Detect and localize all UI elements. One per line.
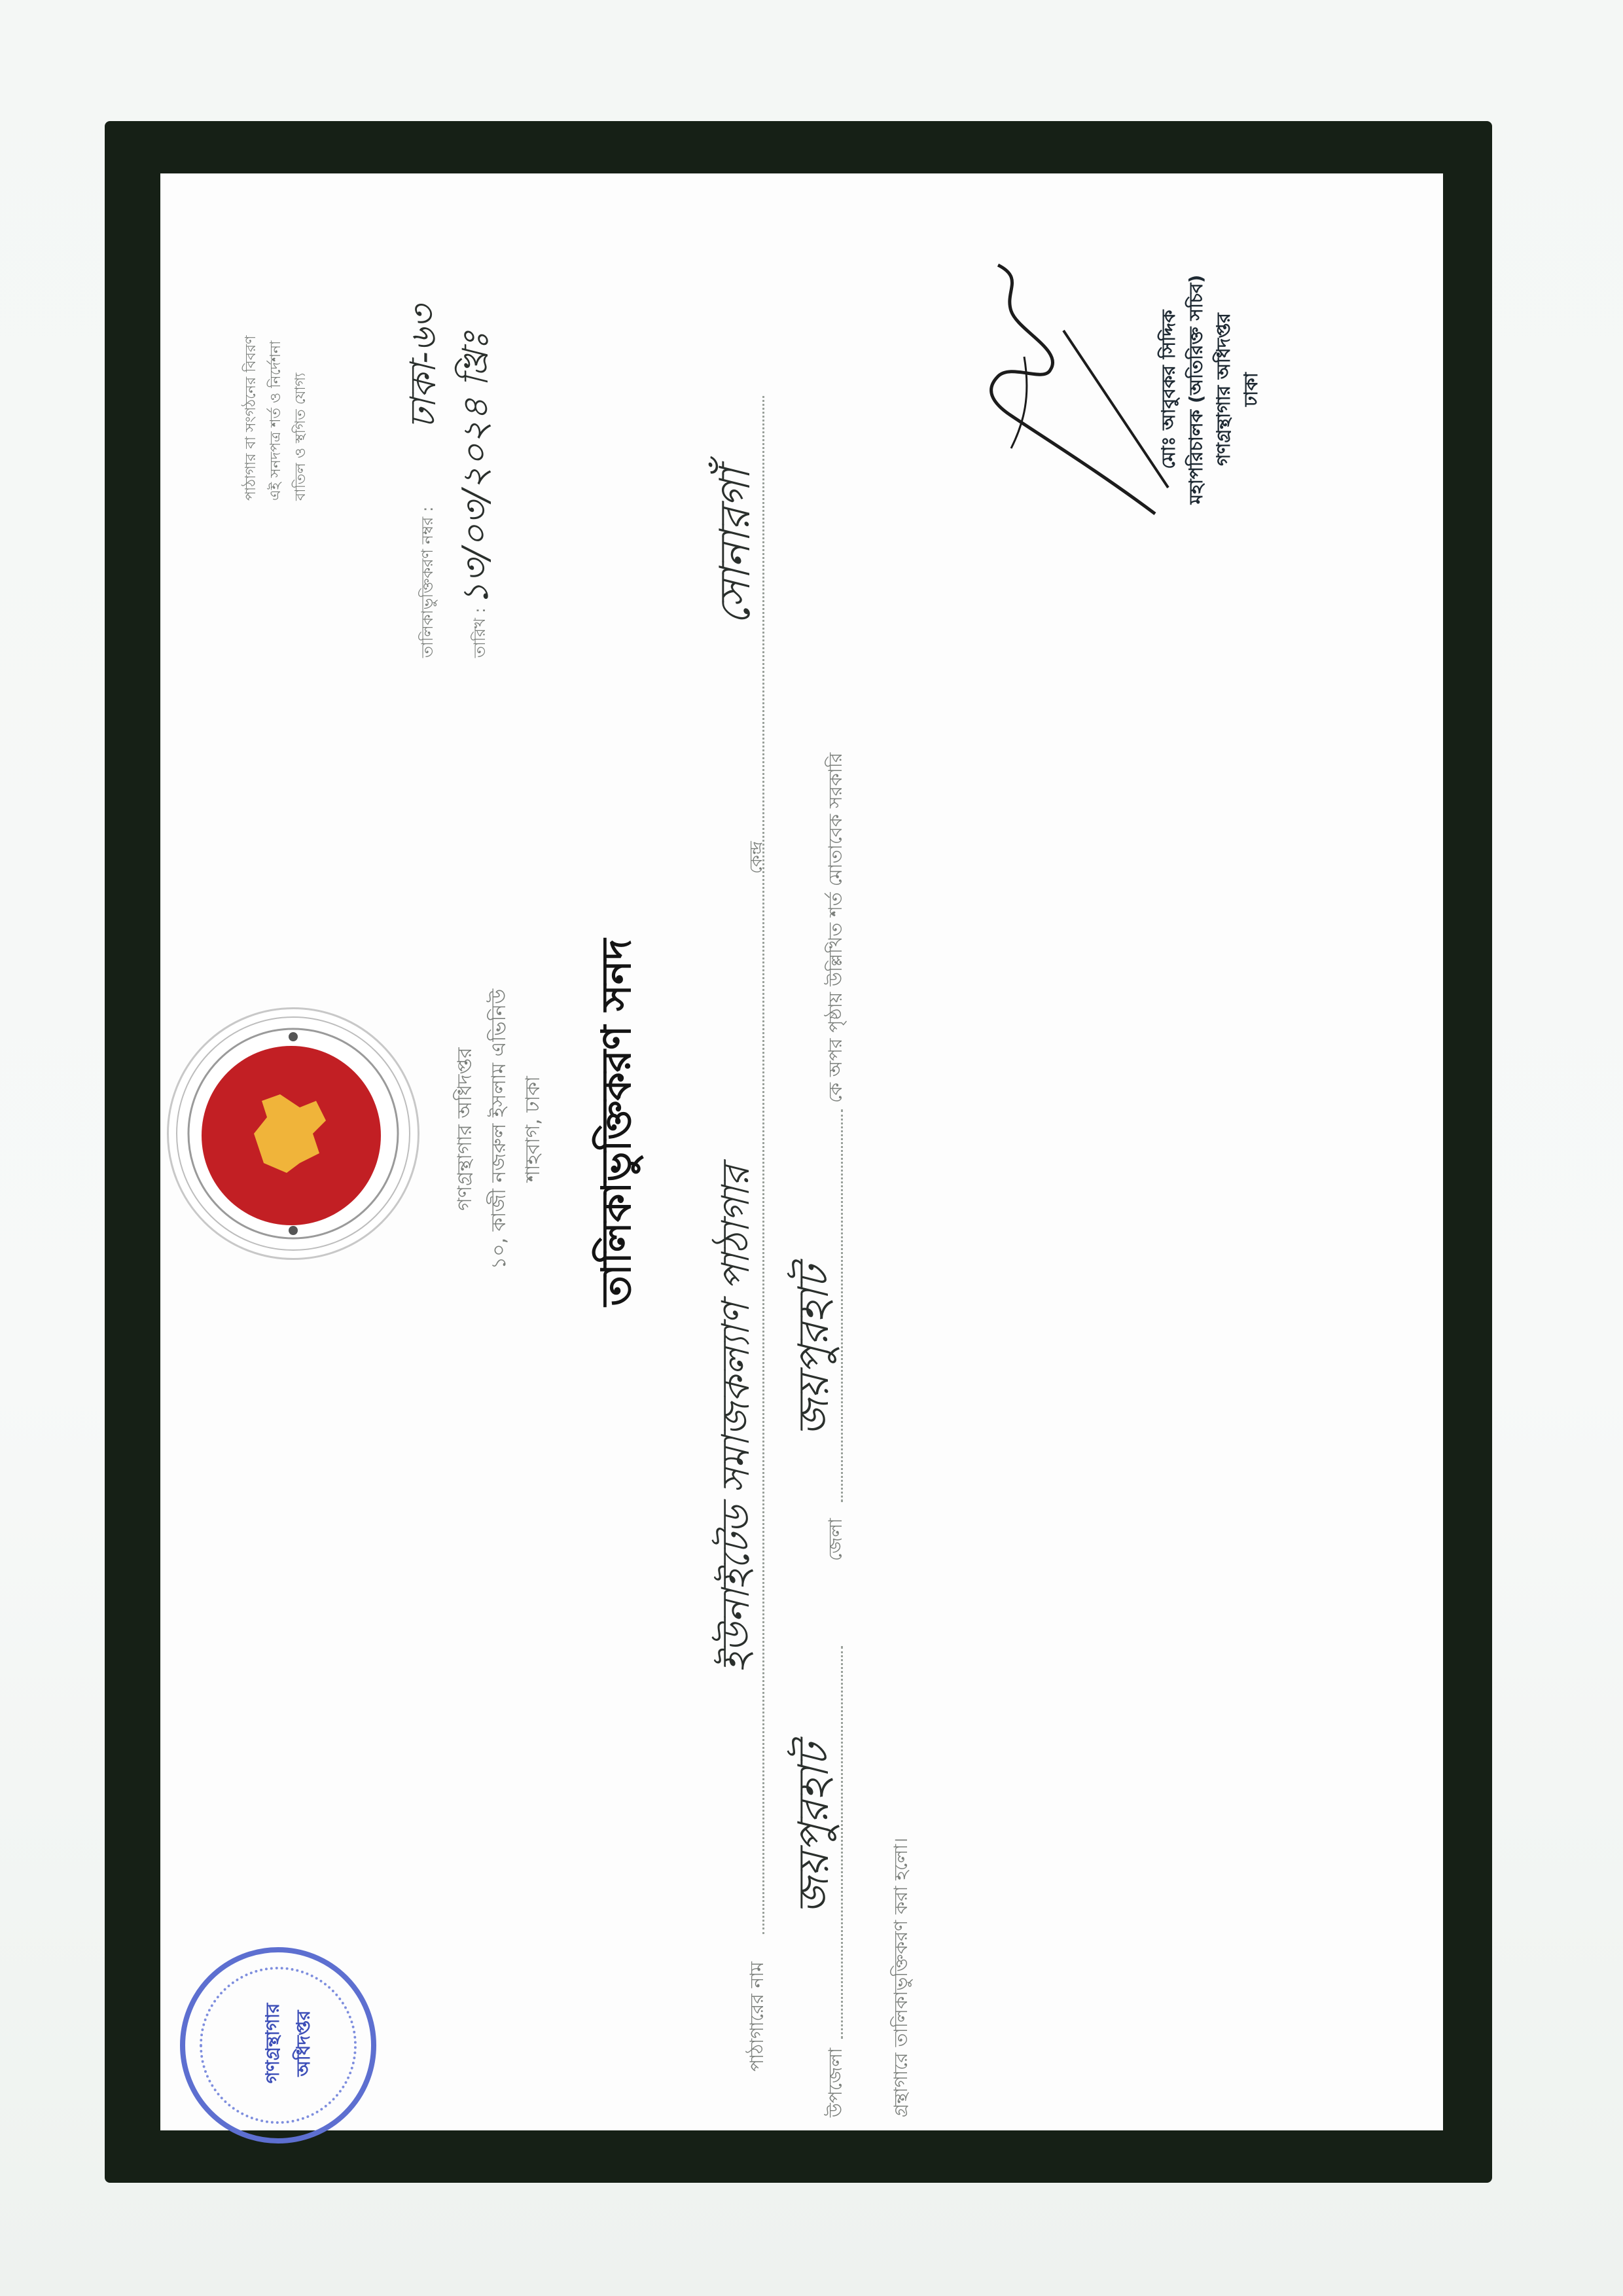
bangladesh-map-icon bbox=[202, 1046, 381, 1225]
conditions-text: কে অপর পৃষ্ঠায় উল্লিখিত শর্ত মোতাবেক সরকারি bbox=[825, 752, 846, 1103]
date-value: ১৩/০৩/২০২৪ খ্রিঃ bbox=[455, 331, 496, 605]
certificate-title: তালিকাভুক্তিকরণ সনদ bbox=[592, 939, 640, 1306]
signatory-designation: মহাপরিচালক (অতিরিক্ত সচিব) bbox=[1185, 274, 1207, 505]
reg-no-value: ঢাকা-৬৩ bbox=[402, 305, 444, 429]
side-note-line-3: বাতিল ও স্থগিত যোগ্য bbox=[293, 372, 309, 501]
certificate-content bbox=[160, 173, 1443, 2130]
office-name: গণগ্রন্থাগার অধিদপ্তর bbox=[454, 1047, 476, 1211]
library-place-value: সোনারগাঁ bbox=[711, 468, 760, 625]
side-note-line-1: পাঠাগার বা সংগঠনের বিবরণ bbox=[243, 335, 259, 501]
blue-office-seal bbox=[180, 1947, 376, 2144]
signature-icon bbox=[972, 252, 1181, 527]
district-value: জয়পুরহাট bbox=[790, 1266, 838, 1437]
signatory-name: মোঃ আবুবকর সিদ্দিক bbox=[1158, 310, 1179, 469]
blue-seal-label: গণগ্রন্থাগার অধিদপ্তর bbox=[262, 2003, 314, 2084]
date-label: তারিখ : bbox=[471, 607, 489, 658]
office-city: শাহবাগ, ঢাকা bbox=[522, 1076, 544, 1182]
office-street: ১০, কাজী নজরুল ইসলাম এভিনিউ bbox=[488, 988, 510, 1270]
side-note-line-2: এই সনদপত্র শর্ত ও নির্দেশনা bbox=[268, 340, 284, 501]
upazila-value: জয়পুরহাট bbox=[790, 1744, 838, 1914]
office-address bbox=[448, 900, 550, 1358]
side-note bbox=[239, 200, 313, 501]
district-label: জেলা bbox=[825, 1518, 846, 1561]
upazila-label: উপজেলা bbox=[825, 2047, 846, 2117]
library-value: ইউনাইটেড সমাজকল্যাণ পাঠাগার bbox=[713, 1166, 758, 1672]
library-label: পাঠাগারের নাম bbox=[746, 1961, 768, 2072]
signatory-block bbox=[1155, 206, 1265, 573]
signatory-office: গণগ্রন্থাগার অধিদপ্তর bbox=[1213, 313, 1234, 466]
library-mid-label: কেন্দ্র bbox=[747, 841, 766, 874]
closing-text: গ্রন্থাগারে তালিকাভুক্তিকরণ করা হলো। bbox=[890, 1837, 912, 2117]
certificate-body bbox=[160, 173, 1443, 2130]
signatory-city: ঢাকা bbox=[1240, 372, 1262, 406]
reg-no-label: তালিকাভুক্তিকরণ নম্বর : bbox=[418, 506, 437, 658]
seal-emblem bbox=[202, 1046, 381, 1225]
library-dotted-line bbox=[762, 396, 764, 1934]
